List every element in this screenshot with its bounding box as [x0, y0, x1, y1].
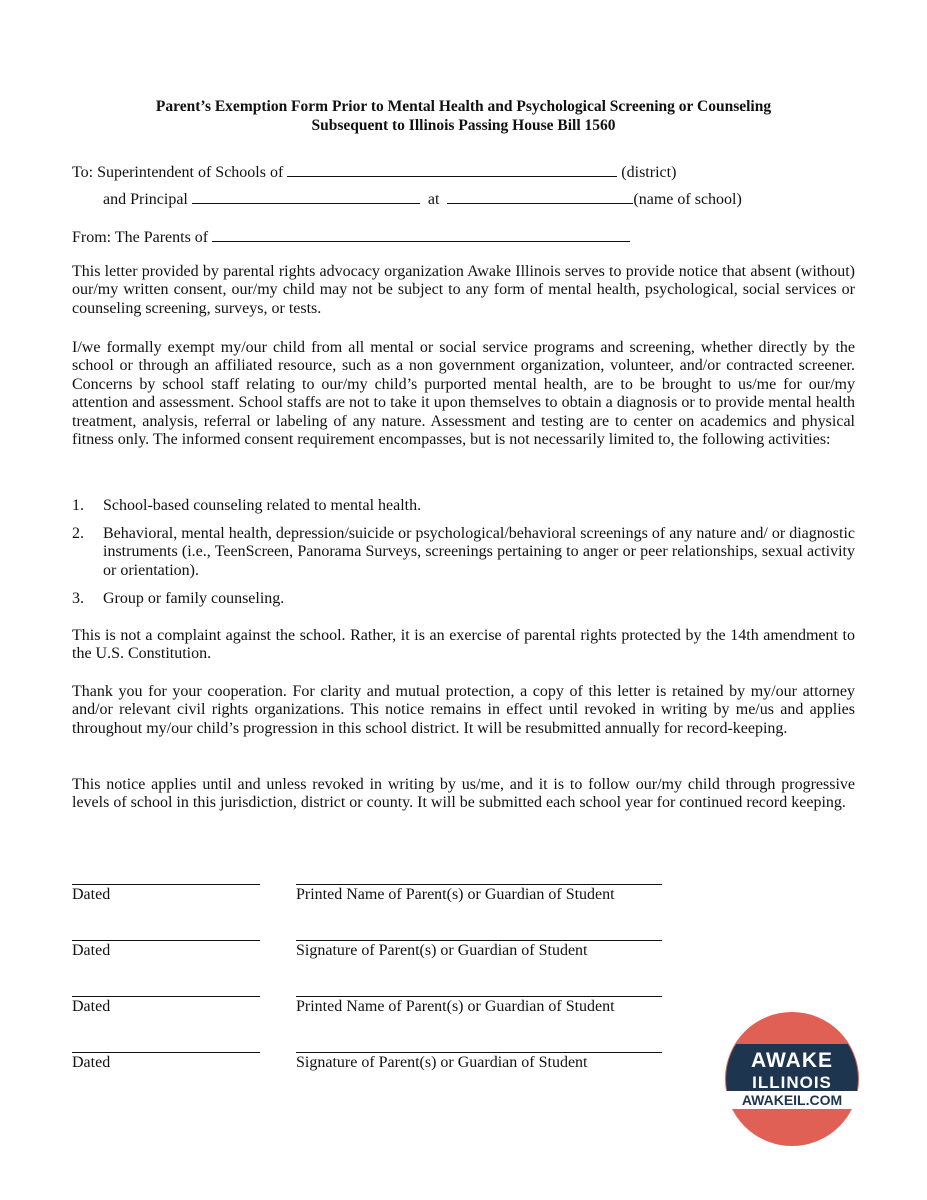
logo-illinois: ILLINOIS: [752, 1073, 832, 1092]
paragraph-notice: This letter provided by parental rights advocacy organization Awake Illinois serves to provide notice that absent (without) our/my written consent, our/my child may not be subject to any form of mental health, psychological, social services or counseling screening, surveys, or tests.: [72, 263, 855, 317]
to-superintendent-line: [72, 162, 676, 182]
list-item-1-number: 1.: [72, 497, 84, 514]
principal-at: at: [427, 191, 440, 208]
paragraph-revocation: This notice applies until and unless revoked in writing by us/me, and it is to follow our/my child through progressive levels of school in this jurisdiction, district or county. It will be submitted each school year for continued record keeping.: [72, 776, 855, 812]
to-prefix: To: Superintendent of Schools of: [72, 164, 284, 181]
principal-prefix: and Principal: [103, 191, 188, 208]
name-label-2: Printed Name of Parent(s) or Guardian of Student: [296, 998, 615, 1015]
logo-awake: AWAKE: [750, 1049, 834, 1072]
name-label-1: Printed Name of Parent(s) or Guardian of Student: [296, 886, 615, 903]
date-line-1[interactable]: [72, 884, 260, 885]
title-line-1: Parent’s Exemption Form Prior to Mental Health and Psychological Screening or Counseling: [155, 98, 772, 115]
school-name-field[interactable]: [447, 189, 633, 204]
to-suffix: (district): [621, 164, 677, 181]
district-field[interactable]: [287, 162, 617, 177]
logo-url: AWAKEIL.COM: [741, 1092, 843, 1108]
from-parents-line: [72, 227, 630, 247]
from-prefix: From: The Parents of: [72, 229, 209, 246]
title-line-2: Subsequent to Illinois Passing House Bill 1560: [311, 117, 616, 134]
signature-line-2[interactable]: [296, 1052, 662, 1053]
list-item-2-number: 2.: [72, 525, 84, 542]
principal-suffix: (name of school): [633, 191, 742, 208]
signature-label-1: Signature of Parent(s) or Guardian of Student: [296, 942, 588, 959]
date-label-1: Dated: [72, 886, 111, 903]
principal-line: [103, 189, 742, 209]
signature-line-1[interactable]: [296, 940, 662, 941]
awake-illinois-logo: [724, 1011, 860, 1147]
name-line-2[interactable]: [296, 996, 662, 997]
signature-label-2: Signature of Parent(s) or Guardian of Student: [296, 1054, 588, 1071]
list-item-3-number: 3.: [72, 590, 84, 607]
child-name-field[interactable]: [212, 227, 630, 242]
paragraph-thank-you: Thank you for your cooperation. For clarity and mutual protection, a copy of this letter is retained by my/our attorney and/or relevant civil rights organizations. This notice remains in effect until revoked in writing by me/us and applies throughout my/our child’s progression in this school district. It will be resubmitted annually for record-keeping.: [72, 683, 855, 737]
date-line-2[interactable]: [72, 940, 260, 941]
date-line-4[interactable]: [72, 1052, 260, 1053]
paragraph-exemption: I/we formally exempt my/our child from all mental or social service programs and screening, whether directly by the school or through an affiliated resource, such as a non government organization, volunteer, and/or contracted screener. Concerns by school staff relating to our/my child’s purported mental health, are to be brought to us/me for our/my attention and assessment. School staffs are not to take it upon themselves to obtain a diagnosis or to provide mental health treatment, analysis, referral or labeling of any nature. Assessment and testing are to center on academics and physical fitness only. The informed consent requirement encompasses, but is not necessarily limited to, the following activities:: [72, 339, 855, 449]
paragraph-not-complaint: This is not a complaint against the school. Rather, it is an exercise of parental rights protected by the 14th amendment to the U.S. Constitution.: [72, 627, 855, 663]
date-label-4: Dated: [72, 1054, 111, 1071]
date-label-2: Dated: [72, 942, 111, 959]
date-label-3: Dated: [72, 998, 111, 1015]
principal-name-field[interactable]: [192, 189, 420, 204]
list-item-1-text: School-based counseling related to mental health.: [103, 497, 422, 514]
list-item-2-text: Behavioral, mental health, depression/suicide or psychological/behavioral screenings of any nature and/ or diagnostic instruments (i.e., TeenScreen, Panorama Surveys, screenings pertaining to anger or peer relationships, sexual activity or orientation).: [103, 525, 855, 579]
date-line-3[interactable]: [72, 996, 260, 997]
form-title: [60, 97, 867, 135]
name-line-1[interactable]: [296, 884, 662, 885]
list-item-3-text: Group or family counseling.: [103, 590, 285, 607]
